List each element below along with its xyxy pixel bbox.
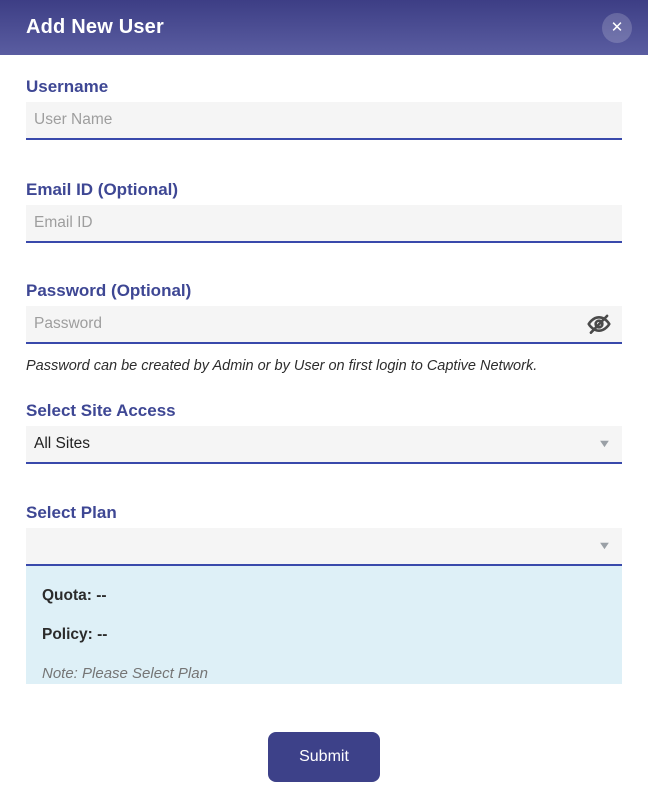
toggle-password-visibility-button[interactable] <box>584 311 614 339</box>
password-label: Password (Optional) <box>26 281 192 300</box>
chevron-down-icon: ▼ <box>597 438 612 450</box>
username-field-group <box>26 78 622 140</box>
submit-button[interactable]: Submit <box>268 732 380 782</box>
eye-slash-icon <box>586 311 612 340</box>
password-help-note: Password can be created by Admin or by User on first login to Captive Network. <box>26 358 538 374</box>
password-input[interactable] <box>26 306 622 344</box>
modal-body <box>0 55 648 782</box>
modal-footer <box>26 732 622 782</box>
username-input[interactable] <box>26 102 622 140</box>
password-field-group <box>26 282 622 344</box>
email-input[interactable] <box>26 205 622 243</box>
plan-field-group <box>26 504 622 566</box>
quota-value: -- <box>96 587 107 604</box>
close-button[interactable] <box>602 13 632 43</box>
policy-label: Policy: <box>42 626 93 643</box>
policy-row <box>42 626 606 644</box>
quota-row <box>42 587 606 605</box>
policy-value: -- <box>97 626 108 643</box>
password-input-wrap <box>26 306 622 344</box>
plan-note: Note: Please Select Plan <box>42 665 208 682</box>
modal-title: Add New User <box>26 16 164 38</box>
modal-header <box>0 0 648 55</box>
plan-select[interactable] <box>26 528 622 566</box>
plan-details-panel <box>26 566 622 684</box>
quota-label: Quota: <box>42 587 92 604</box>
site-access-select[interactable] <box>26 426 622 464</box>
plan-label: Select Plan <box>26 503 117 522</box>
chevron-down-icon: ▼ <box>597 540 612 552</box>
email-label: Email ID (Optional) <box>26 180 179 199</box>
site-access-selected-value: All Sites <box>34 435 90 452</box>
site-access-label: Select Site Access <box>26 401 176 420</box>
username-input-wrap <box>26 102 622 140</box>
username-label: Username <box>26 77 109 96</box>
email-field-group <box>26 181 622 243</box>
email-input-wrap <box>26 205 622 243</box>
close-icon: ✕ <box>610 19 624 36</box>
site-access-field-group <box>26 402 622 464</box>
